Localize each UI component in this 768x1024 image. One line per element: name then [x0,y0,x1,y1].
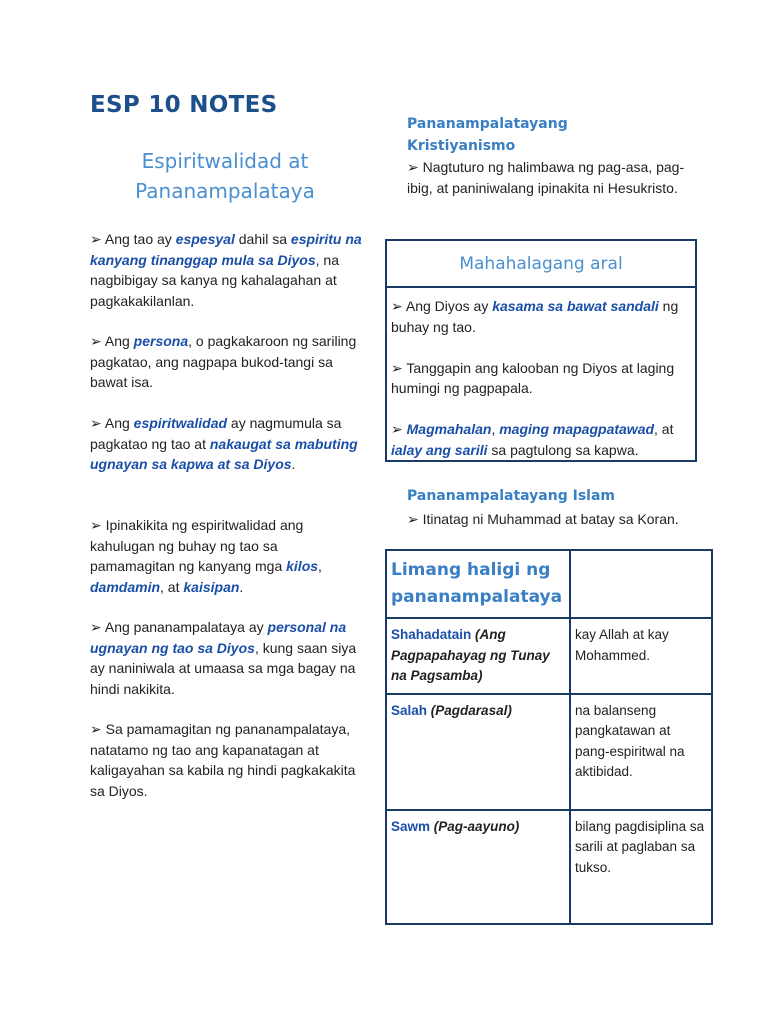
emphasis-damdamin: damdamin [90,578,161,595]
aral-item [391,358,691,399]
bullet-arrow: ➢ [90,619,102,635]
table-header-cell [386,550,570,618]
text: Ang [104,415,134,431]
pillar-subtitle: (Ang Pagpapahayag ng Tunay na Pagsamba) [391,627,550,683]
text: , at [160,578,184,595]
limang-haligi-table [385,549,713,925]
text: Ipinakikita ng espiritwalidad ang kahulugan ng buhay ng tao sa pamamagitan ng kanyang mga [90,517,304,574]
heading-kristiyanismo: Pananampalatayang Kristiyanismo [407,116,568,154]
emphasis-persona: persona [133,333,189,349]
emphasis-ialay: ialay ang sarili [391,441,488,458]
mahalagang-aral-box [385,239,697,462]
emphasis-espiritwalidad: espiritwalidad [133,415,228,431]
table-cell-desc: kay Allah at kay Mohammed. [570,618,712,694]
pillar-subtitle: (Pagdarasal) [430,702,512,718]
paragraph-kapanatagan [90,719,362,801]
text: , kung saan siya ay naniniwala at umaasa sa mga bagay na hindi nakikita. [90,639,357,697]
table-cell-term [386,810,570,924]
paragraph-espesyal [90,229,362,311]
text: , [318,558,322,574]
table-row [386,810,712,924]
bullet-arrow: ➢ [407,159,419,175]
table-cell-term [386,694,570,810]
aral-title: Mahahalagang aral [387,241,695,288]
bullet-arrow: ➢ [90,333,102,349]
pillar-term: Shahadatain [391,627,472,642]
text: Itinatag ni Muhammad at batay sa Koran. [422,511,679,527]
section-heading-espiritwalidad: Espiritwalidad at Pananampalataya [135,149,315,203]
emphasis-mapagpatawad: maging mapagpatawad [499,421,655,437]
emphasis-espesyal: espesyal [175,231,235,247]
text: Ang pananampalataya ay [104,619,268,635]
table-title: Limang haligi ng pananampalataya [391,560,563,607]
table-header-empty-cell [570,550,712,618]
bullet-arrow: ➢ [391,421,403,437]
text: , na nagbibigay sa kanya ng kahalagahan at pagkakakilanlan. [90,251,339,309]
paragraph-ipinakikita [90,515,362,597]
text: Ang tao ay [104,231,176,247]
emphasis-kaisipan: kaisipan [183,578,240,595]
emphasis-kasama: kasama sa bawat sandali [492,298,659,314]
table-header-row [386,550,712,618]
aral-body [387,288,695,460]
table-row [386,694,712,810]
text: ng buhay ng tao. [391,298,679,335]
table-cell-term [386,618,570,694]
bullet-arrow: ➢ [90,517,102,533]
text: , [491,421,500,437]
paragraph-espiritwalidad [90,413,362,475]
pillar-term: Sawm [391,818,431,834]
page-title: ESP 10 NOTES [90,92,278,118]
heading-islam: Pananampalatayang Islam [407,488,615,504]
text: Sa pamamagitan ng pananampalataya, natatamo ng tao ang kapanatagan at kaligayahan sa kabila ng hindi pagkakakita sa Diyos. [90,721,356,799]
text: Ang [104,333,134,349]
paragraph-islam [407,509,682,530]
text: ay nagmumula sa pagkatao ng tao at [90,415,342,452]
bullet-arrow: ➢ [90,415,102,431]
emphasis-espiritu: espiritu na kanyang tinanggap mula sa Diyos [90,231,362,268]
emphasis-kilos: kilos [286,558,319,574]
table-cell-desc: bilang pagdisiplina sa sarili at paglaban sa tukso. [570,810,712,924]
bullet-arrow: ➢ [90,721,102,737]
emphasis-magmahalan: Magmahalan [406,421,492,437]
paragraph-persona [90,331,362,393]
table-row [386,618,712,694]
table-cell-desc: na balanseng pangkatawan at pang-espiritwal na aktibidad. [570,694,712,810]
paragraph-pananampalataya [90,617,362,699]
text: , at [654,421,674,437]
text: . [239,578,244,595]
bullet-arrow: ➢ [391,298,403,314]
bullet-arrow: ➢ [407,511,419,527]
text: Ang Diyos ay [402,298,493,314]
aral-item [391,419,691,460]
text: sa pagtulong sa kapwa. [487,441,639,458]
text: . [291,456,296,472]
aral-item [391,296,691,337]
emphasis-personal: personal na ugnayan ng tao sa Diyos [90,619,347,656]
emphasis-nakaugat: nakaugat sa mabuting ugnayan sa kapwa at sa Diyos [90,435,358,472]
text: , o pagkakaroon ng sariling pagkatao, ang nagpapa bukod-tangi sa bawat isa. [90,333,357,390]
bullet-arrow: ➢ [90,231,102,247]
text: dahil sa [234,231,291,247]
pillar-term: Salah [391,702,428,718]
bullet-arrow: ➢ [391,359,403,376]
paragraph-kristiyanismo [407,157,687,198]
text: Nagtuturo ng halimbawa ng pag-asa, pag-ibig, at paniniwalang ipinakita ni Hesukristo. [407,159,685,196]
pillar-subtitle: (Pag-aayuno) [433,818,520,834]
text: Tanggapin ang kalooban ng Diyos at laging humingi ng pagpapala. [391,359,675,396]
